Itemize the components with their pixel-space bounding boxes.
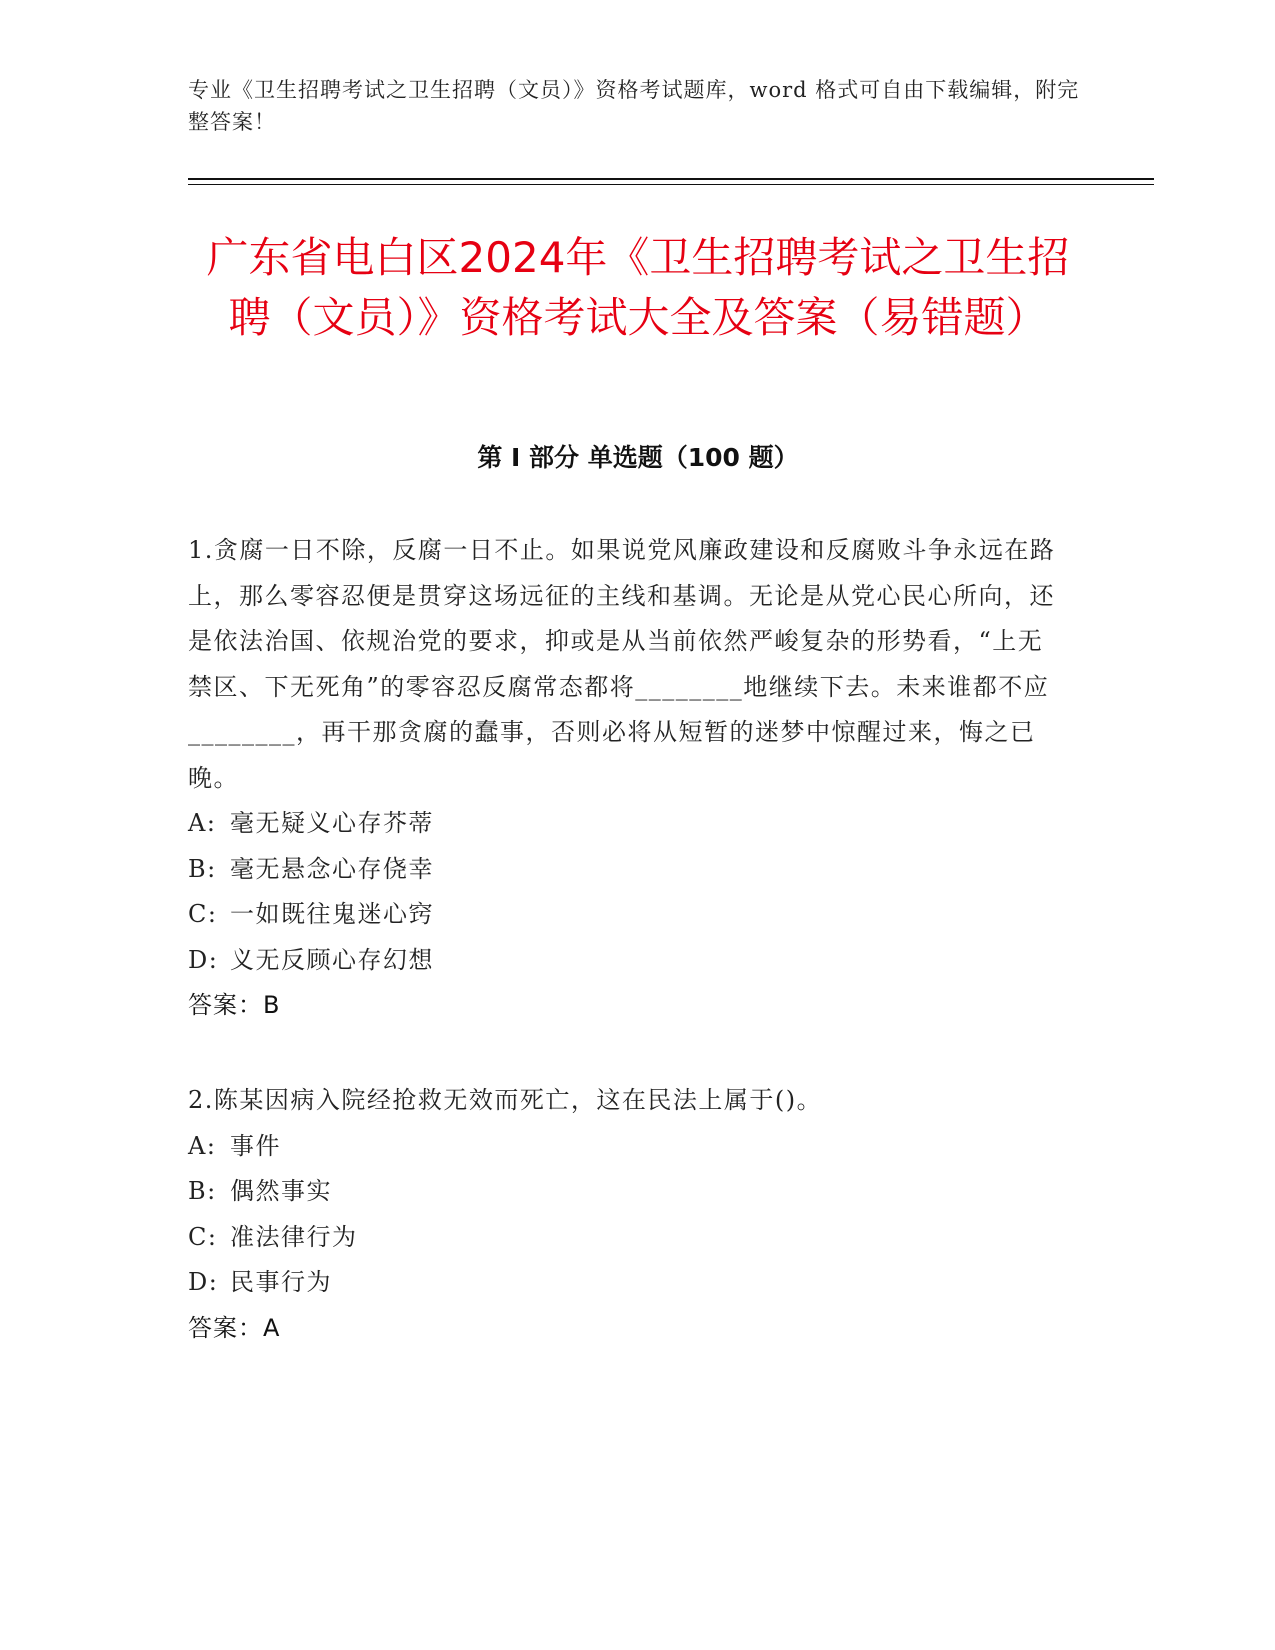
option-label: C: — [188, 900, 218, 928]
option-label: A: — [188, 809, 217, 837]
header-note: 专业《卫生招聘考试之卫生招聘（文员）》资格考试题库，word 格式可自由下载编辑，附完整答案！ — [188, 78, 1080, 134]
option-label: D: — [188, 945, 219, 974]
option-label: D: — [188, 1268, 219, 1296]
option-text: 毫无疑义心存芥蒂 — [230, 809, 434, 837]
option-text: 事件 — [230, 1131, 281, 1160]
option-c — [188, 1215, 1058, 1261]
question-2 — [188, 1078, 1058, 1351]
option-label: B: — [188, 854, 217, 883]
option-label: B: — [188, 1177, 217, 1205]
option-text: 偶然事实 — [230, 1177, 332, 1205]
option-text: 毫无悬念心存侥幸 — [230, 854, 434, 883]
option-d — [188, 938, 1058, 984]
option-label: A: — [188, 1131, 217, 1160]
option-label: C: — [188, 1222, 218, 1251]
question-stem: 2.陈某因病入院经抢救无效而死亡，这在民法上属于()。 — [188, 1086, 823, 1114]
section-heading: 第 I 部分 单选题（100 题） — [477, 443, 799, 472]
option-text: 义无反顾心存幻想 — [230, 945, 434, 974]
document-title: 广东省电白区2024年《卫生招聘考试之卫生招聘（文员）》资格考试大全及答案（易错题） — [206, 233, 1070, 342]
option-b — [188, 1169, 1058, 1215]
option-text: 一如既往鬼迷心窍 — [230, 900, 434, 928]
option-c — [188, 892, 1058, 938]
header-rule-thick — [188, 178, 1154, 180]
header-rule-thin — [188, 184, 1154, 185]
option-text: 民事行为 — [230, 1268, 332, 1296]
option-text: 准法律行为 — [230, 1222, 358, 1251]
answer: 答案：A — [188, 1313, 281, 1342]
question-1 — [188, 528, 1058, 1029]
option-d — [188, 1260, 1058, 1306]
option-a — [188, 801, 1058, 847]
question-stem: 1.贪腐一日不除，反腐一日不止。如果说党风廉政建设和反腐败斗争永远在路上，那么零容忍便是贯穿这场远征的主线和基调。无论是从党心民心所向，还是依法治国、依规治党的要求，抑或是从当前依然严峻复杂的形势看，“上无禁区、下无死角”的零容忍反腐常态都将________地继续下去。未来谁都不应________，再干那贪腐的蠢事，否则必将从短暂的迷梦中惊醒过来，悔之已晚。 — [188, 536, 1056, 792]
option-b — [188, 847, 1058, 893]
answer: 答案：B — [188, 991, 281, 1019]
option-a — [188, 1124, 1058, 1170]
